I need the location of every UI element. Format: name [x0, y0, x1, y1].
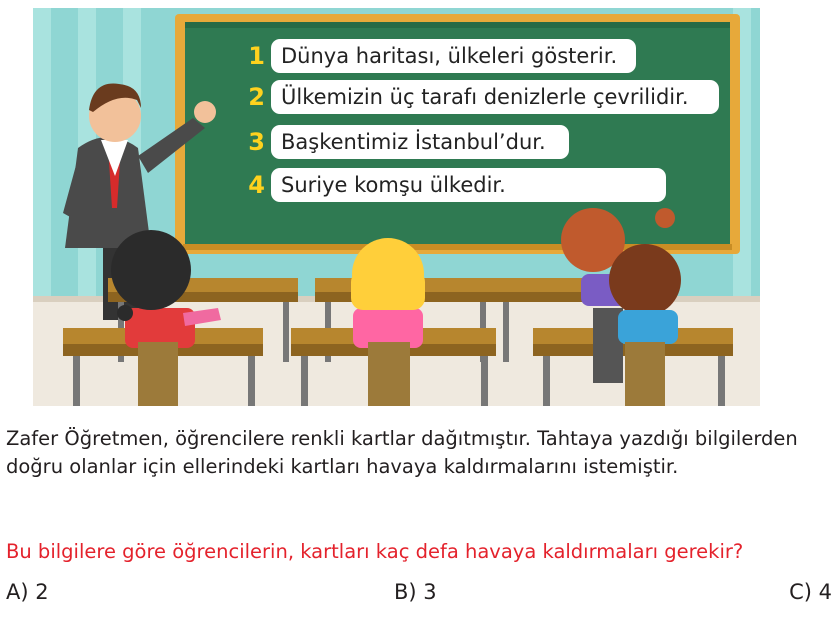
question-body: Zafer Öğretmen, öğrencilere renkli kartlar dağıtmıştır. Tahtaya yazdığı bilgilerden doğru olanlar için ellerindeki kartları havaya kaldırmalarını istemiştir.	[6, 427, 798, 478]
board-item-text: Ülkemizin üç tarafı denizlerle çevrilidir.	[271, 80, 719, 114]
board-item-text: Dünya haritası, ülkeleri gösterir.	[271, 39, 636, 73]
board-item-3	[243, 125, 569, 159]
board-item-text: Suriye komşu ülkedir.	[271, 168, 666, 202]
option-c[interactable]: C) 4	[789, 580, 832, 604]
board-item-text: Başkentimiz İstanbul’dur.	[271, 125, 569, 159]
board-item-number: 4	[248, 171, 265, 199]
classroom-illustration	[33, 8, 760, 406]
question-prompt: Bu bilgilere göre öğrencilerin, kartları kaç defa havaya kaldırmaları gerekir?	[6, 540, 744, 563]
option-b[interactable]: B) 3	[394, 580, 437, 604]
option-a[interactable]: A) 2	[6, 580, 49, 604]
board-item-number: 3	[248, 128, 265, 156]
board-item-number: 2	[248, 83, 265, 111]
answer-options	[6, 580, 832, 614]
board-item-2	[243, 80, 719, 114]
board-item-1	[243, 39, 636, 73]
board-item-4	[243, 168, 666, 202]
board-item-number: 1	[248, 42, 265, 70]
